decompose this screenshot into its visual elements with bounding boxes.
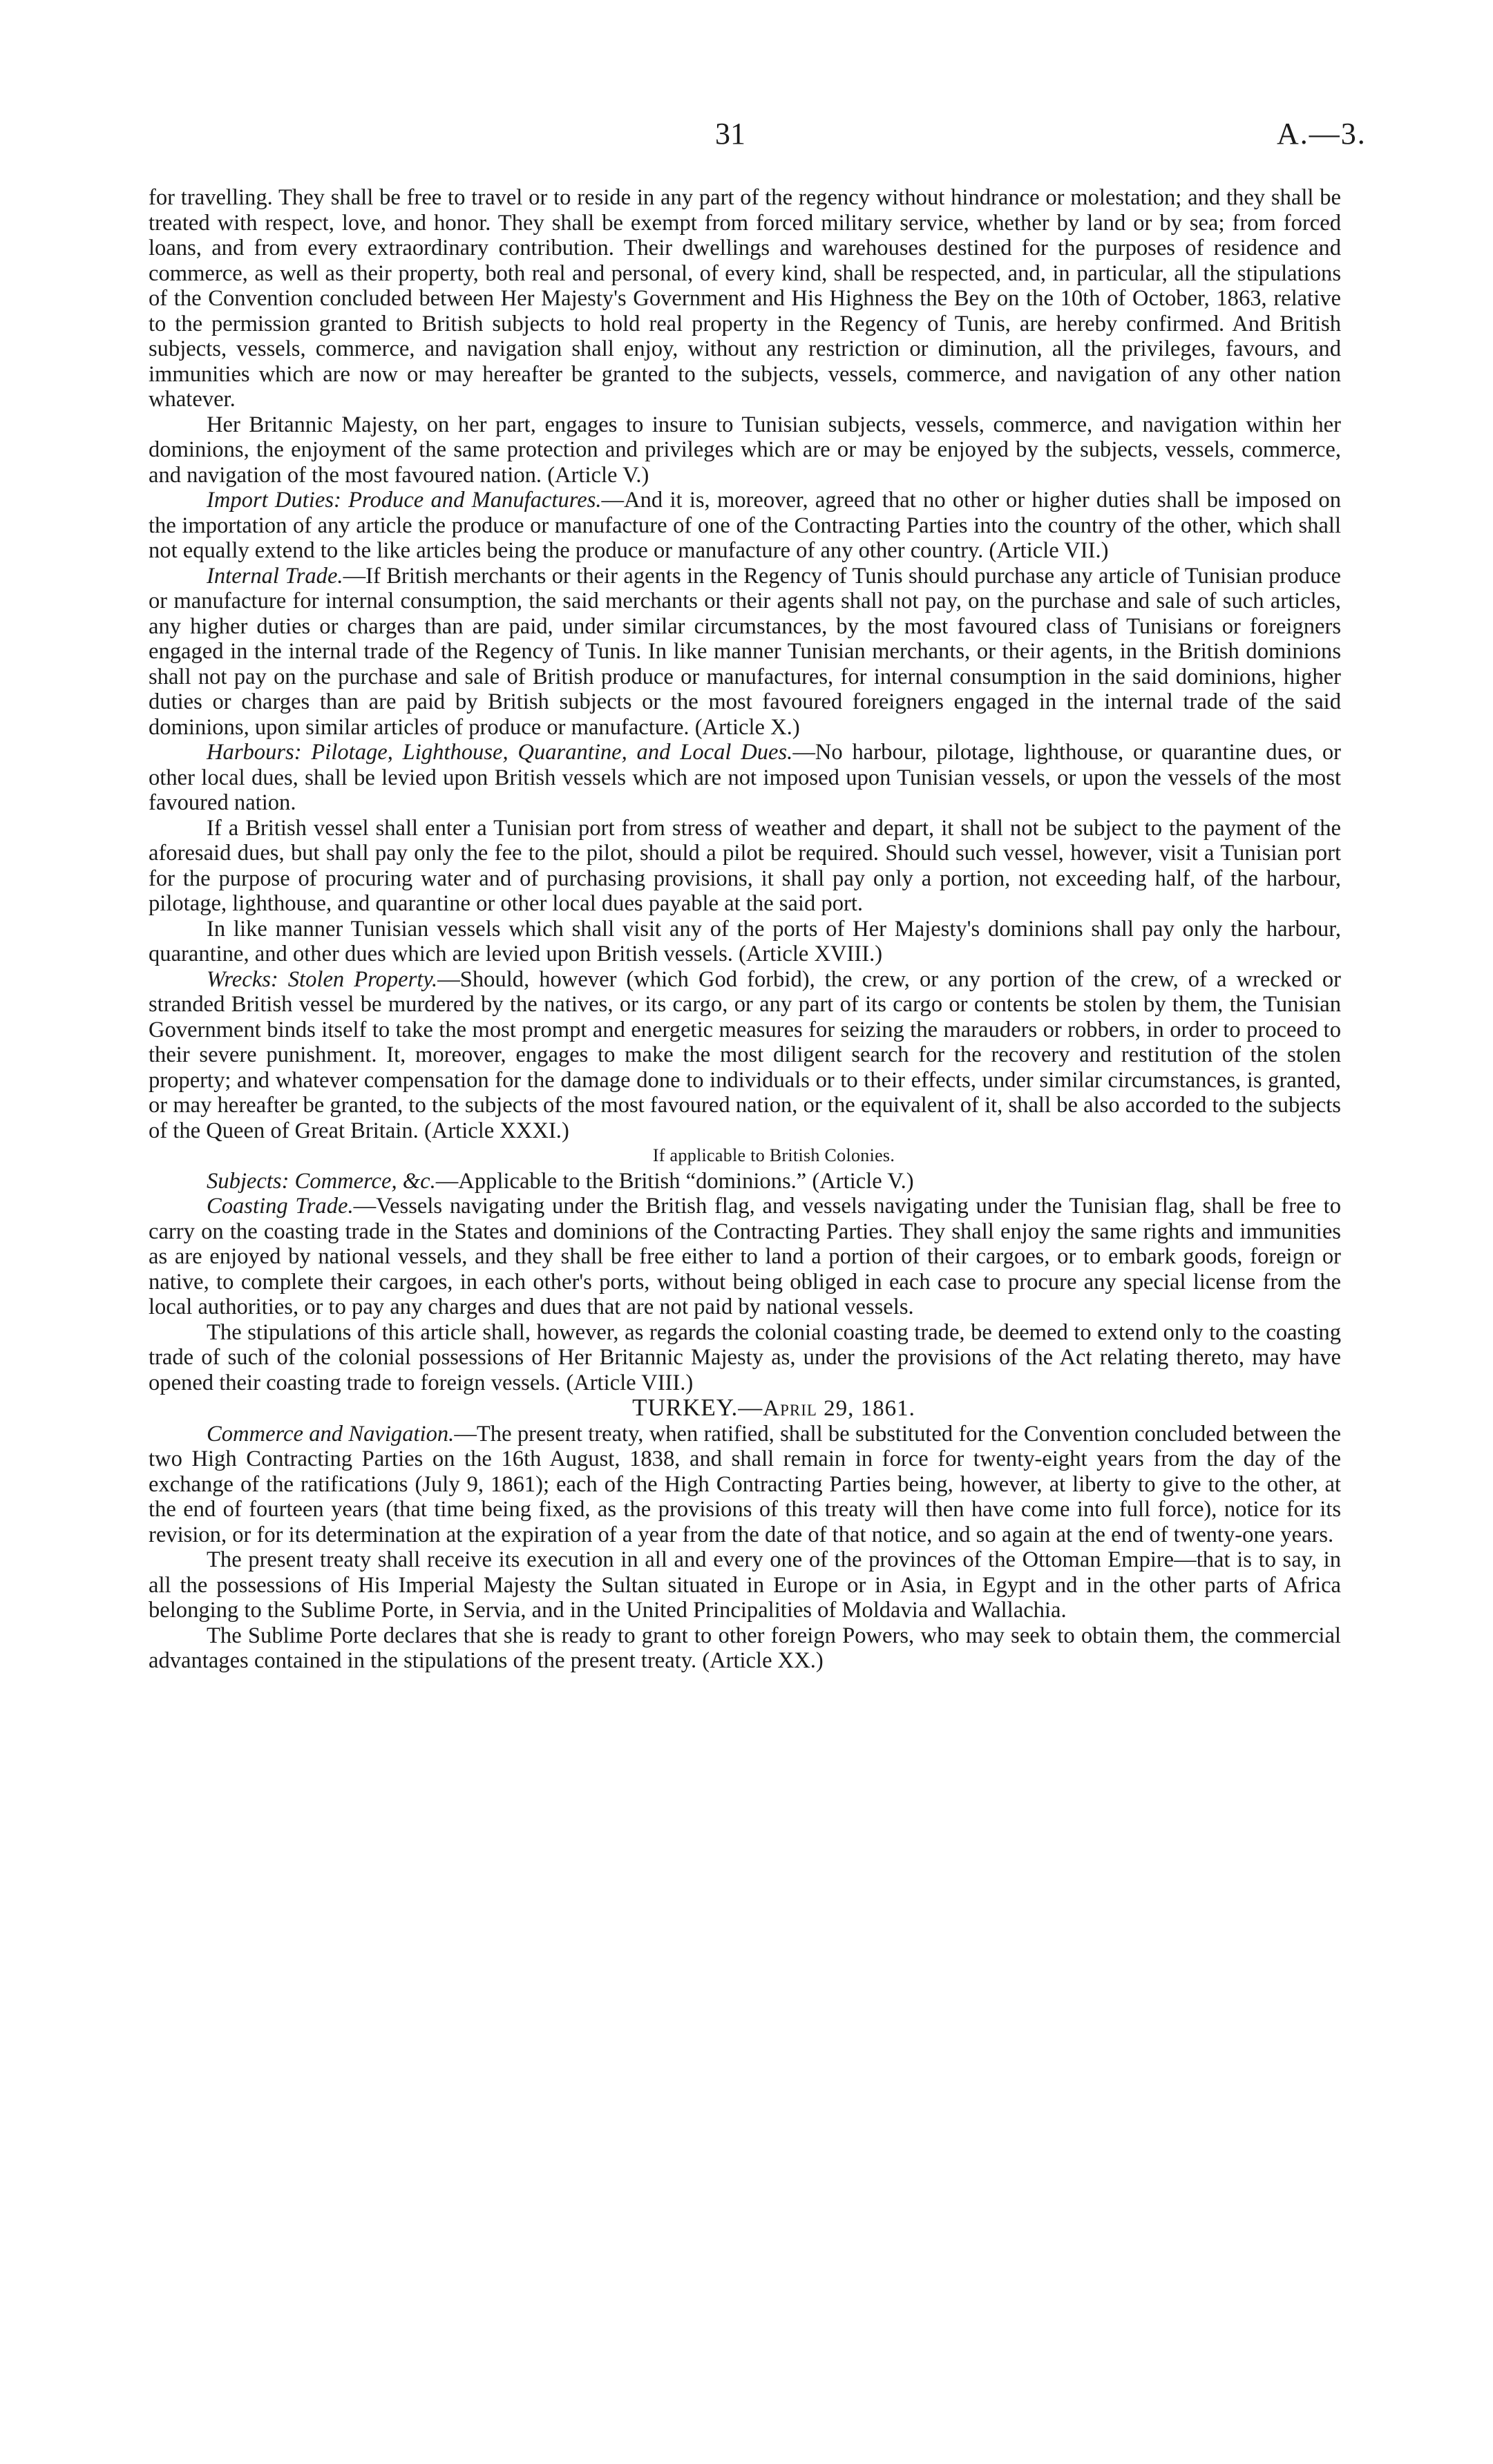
turkey-commerce-heading: Commerce and Navigation.	[207, 1421, 455, 1446]
wrecks-heading: Wrecks: Stolen Property.	[207, 966, 438, 992]
page-number: 31	[715, 117, 745, 151]
paragraph-britannic-majesty: Her Britannic Majesty, on her part, engages to insure to Tunisian subjects, vessels, commerce, and navigation within her dominions, the enjoyment of the same protection and privileges which are or may be enjoyed by the subjects, vessels, commerce, and navigation of the most favoured nation. (Article V.)	[149, 412, 1341, 488]
turkey-paragraph-2: The present treaty shall receive its execution in all and every one of the provinces of the Ottoman Empire—that is to say, in all the possessions of His Imperial Majesty the Sultan situated in Europe or in Asia, in Egypt and in the other parts of Africa belonging to the Sublime Porte, in Servia, and in the United Principalities of Moldavia and Wallachia.	[149, 1547, 1341, 1623]
coasting-text: —Vessels navigating under the British flag, and vessels navigating under the Tunisian flag, shall be free to carry on the coasting trade in the States and dominions of the Contracting Parties. They shall enjoy the same rights and immunities as are enjoyed by national vessels, and they shall be free either to land a portion of their cargoes, or to embark goods, foreign or native, to complete their cargoes, in each other's ports, without being obliged in each case to procure any special license from the local authorities, or to pay any charges and dues that are not paid by national vessels.	[149, 1194, 1341, 1319]
section-internal-trade	[149, 564, 1341, 741]
section-coasting-trade	[149, 1194, 1341, 1320]
section-import-duties	[149, 488, 1341, 564]
turkey-paragraph-3: The Sublime Porte declares that she is ready to grant to other foreign Powers, who may seek to obtain them, the commercial advantages contained in the stipulations of the present treaty. (Article XX.)	[149, 1623, 1341, 1673]
section-wrecks	[149, 967, 1341, 1144]
internal-trade-heading: Internal Trade.	[207, 563, 343, 589]
import-duties-text: —And it is, moreover, agreed that no other or higher duties shall be imposed on the importation of any article the produce or manufacture of one of the Contracting Parties into the country of the other, which shall not equally extend to the like articles being the produce or manufacture of any other country. (Article VII.)	[149, 488, 1341, 563]
coasting-heading: Coasting Trade.	[207, 1194, 354, 1219]
colonies-note: If applicable to British Colonies.	[652, 1145, 895, 1165]
section-heading-turkey	[149, 1395, 1341, 1422]
section-turkey-commerce	[149, 1422, 1341, 1548]
subjects-heading: Subjects: Commerce, &c.	[207, 1168, 436, 1194]
turkey-date: April 29, 1861.	[763, 1396, 915, 1421]
turkey-commerce-text: —The present treaty, when ratified, shall be substituted for the Convention concluded between the two High Contracting Parties on the 16th August, 1838, and shall remain in force for twenty-eight years from the day of the exchange of the ratifications (July 9, 1861); each of the High Contracting Parties being, however, at liberty to give to the other, at the end of fourteen years (that time being fixed, as the provisions of this treaty will then have come into full force), notice for its revision, or for its determination at the expiration of a year from the date of that notice, and so again at the end of twenty-one years.	[149, 1421, 1341, 1547]
harbours-text: —No harbour, pilotage, lighthouse, or quarantine dues, or other local dues, shall be levied upon British vessels which are not imposed upon Tunisian vessels, or upon the vessels of the most favoured nation.	[149, 740, 1342, 815]
harbours-paragraph-3: In like manner Tunisian vessels which shall visit any of the ports of Her Majesty's dominions shall pay only the harbour, quarantine, and other dues which are levied upon British vessels. (Article XVIII.)	[149, 916, 1341, 966]
paragraph-continuation: for travelling. They shall be free to travel or to reside in any part of the regency without hindrance or molestation; and they shall be treated with respect, love, and honor. They shall be exempt from forced military service, whether by land or by sea; from forced loans, and from every extraordinary contribution. Their dwellings and warehouses destined for the purposes of residence and commerce, as well as their property, both real and personal, of every kind, shall be respected, and, in particular, all the stipulations of the Convention concluded between Her Majesty's Government and His Highness the Bey on the 10th of October, 1863, relative to the permission granted to British subjects to hold real property in the Regency of Tunis, are hereby confirmed. And British subjects, vessels, commerce, and navigation shall enjoy, without any restriction or diminution, all the privileges, favours, and immunities which are now or may hereafter be granted to the subjects, vessels, commerce, and navigation of any other nation whatever.	[149, 185, 1341, 412]
section-harbours	[149, 740, 1341, 816]
internal-trade-text: —If British merchants or their agents in the Regency of Tunis should purchase any article of Tunisian produce or manufacture for internal consumption, the said merchants or their agents shall not pay, on the purchase and sale of such articles, any higher duties or charges than are paid, under similar circumstances, by the most favoured class of Tunisians or foreigners engaged in the internal trade of the Regency of Tunis. In like manner Tunisian merchants, or their agents, in the British dominions shall not pay on the purchase and sale of British produce or manufactures, for internal consumption in the said dominions, higher duties or charges than are paid by British subjects or the most favoured foreigners engaged in the internal trade of the said dominions, upon similar articles of produce or manufacture. (Article X.)	[149, 563, 1341, 740]
section-subjects	[149, 1169, 1341, 1194]
coasting-paragraph-2: The stipulations of this article shall, however, as regards the colonial coasting trade, be deemed to extend only to the coasting trade of such of the colonial possessions of Her Britannic Majesty as, under the provisions of the Act relating thereto, may have opened their coasting trade to foreign vessels. (Article VIII.)	[149, 1319, 1341, 1395]
page-header	[0, 116, 1493, 164]
harbours-paragraph-2: If a British vessel shall enter a Tunisian port from stress of weather and depart, it shall not be subject to the payment of the aforesaid dues, but shall pay only the fee to the pilot, should a pilot be required. Should such vessel, however, visit a Tunisian port for the purpose of procuring water and of purchasing provisions, it shall pay only a portion, not exceeding half, of the harbour, pilotage, lighthouse, and quarantine or other local dues payable at the said port.	[149, 815, 1341, 916]
document-body	[149, 185, 1341, 1674]
wrecks-text: —Should, however (which God forbid), the crew, or any portion of the crew, of a wrecked or stranded British vessel be murdered by the natives, or its cargo, or any part of its cargo or contents be stolen by them, the Tunisian Government binds itself to take the most prompt and energetic measures for seizing the marauders or robbers, in order to proceed to their severe punishment. It, moreover, engages to make the most diligent search for the recovery and restitution of the stolen property; and whatever compensation for the damage done to individuals or to their effects, under similar circumstances, is granted, or may hereafter be granted, to the subjects of the most favoured nation, or the equivalent of it, shall be also accorded to the subjects of the Queen of Great Britain. (Article XXXI.)	[149, 966, 1341, 1143]
document-reference: A.—3.	[1277, 117, 1367, 151]
subjects-text: —Applicable to the British “dominions.” (Article V.)	[435, 1168, 914, 1194]
import-duties-heading: Import Duties: Produce and Manufactures.	[207, 488, 602, 513]
turkey-country: TURKEY.—	[632, 1394, 763, 1421]
harbours-heading: Harbours: Pilotage, Lighthouse, Quarantine, and Local Dues.	[207, 740, 793, 765]
